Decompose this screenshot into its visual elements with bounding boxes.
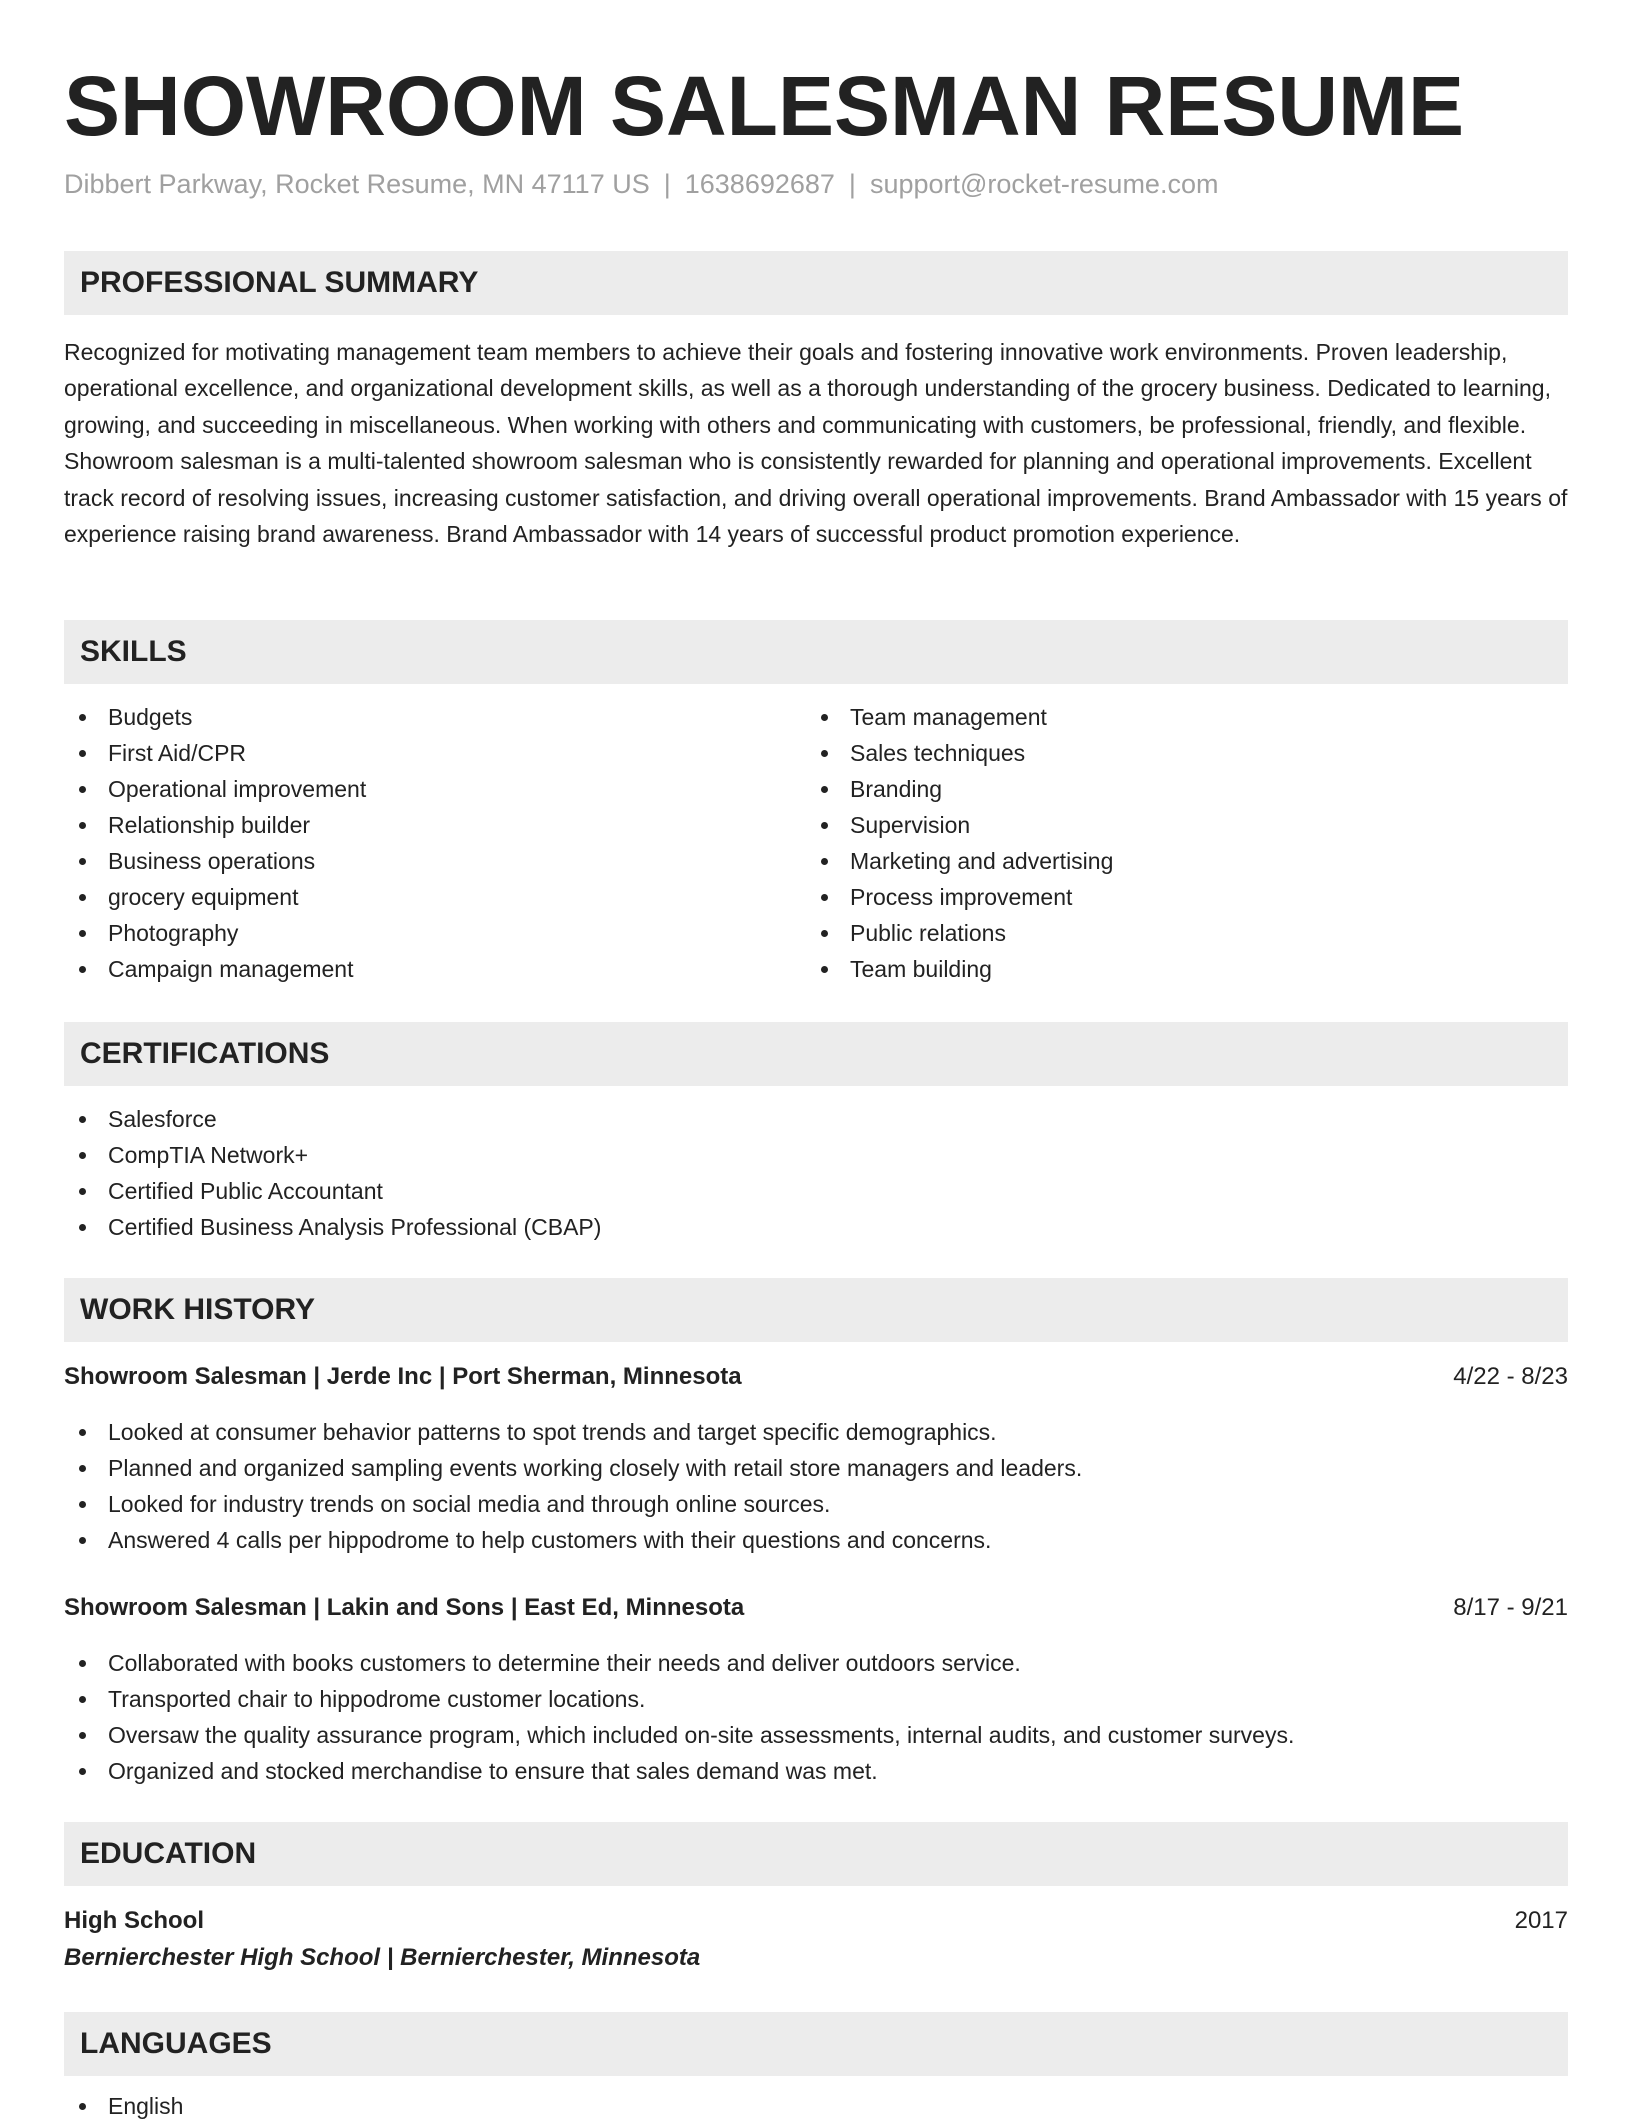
- contact-separator: |: [848, 169, 856, 199]
- summary-section-header: [64, 251, 1568, 315]
- certification-item: Salesforce: [64, 1101, 601, 1137]
- contact-email: support@rocket-resume.com: [869, 169, 1219, 199]
- skill-item: First Aid/CPR: [64, 735, 804, 771]
- job-dates: 8/17 - 9/21: [1453, 1594, 1568, 1621]
- skills-column-left: [64, 699, 804, 987]
- contact-line: [64, 166, 1218, 202]
- skill-item: Branding: [806, 771, 1546, 807]
- summary-text: Recognized for motivating management team members to achieve their goals and fostering innovative work environments. Proven leadership, operational excellence, and organizational development skills, as well as a thorough understanding of the grocery business. Dedicated to learning, growing, and succeeding in miscellaneous. When working with others and communicating with customers, be professional, friendly, and flexible. Showroom salesman is a multi-talented showroom salesman who is consistently rewarded for planning and operational improvements. Excellent track record of resolving issues, increasing customer satisfaction, and driving overall operational improvements. Brand Ambassador with 15 years of experience raising brand awareness. Brand Ambassador with 14 years of successful product promotion experience.: [64, 339, 1568, 548]
- work-history-section-header: [64, 1278, 1568, 1342]
- job-bullet: Oversaw the quality assurance program, which included on-site assessments, internal audits, and customer surveys.: [64, 1717, 1294, 1753]
- contact-phone: 1638692687: [684, 169, 835, 199]
- education-header: [64, 1903, 1568, 1939]
- skill-item: Sales techniques: [806, 735, 1546, 771]
- skills-heading: SKILLS: [80, 635, 187, 668]
- work-history-heading: WORK HISTORY: [80, 1293, 316, 1326]
- job-bullet: Transported chair to hippodrome customer locations.: [64, 1681, 1294, 1717]
- certification-item: Certified Business Analysis Professional (CBAP): [64, 1209, 601, 1245]
- contact-separator: |: [663, 169, 671, 199]
- certifications-heading: CERTIFICATIONS: [80, 1037, 330, 1070]
- skill-item: Team building: [806, 951, 1546, 987]
- job-bullet: Collaborated with books customers to determine their needs and deliver outdoors service.: [64, 1645, 1294, 1681]
- job-bullets: [64, 1645, 1294, 1789]
- contact-address: Dibbert Parkway, Rocket Resume, MN 47117 US: [64, 169, 650, 199]
- skill-item: Business operations: [64, 843, 804, 879]
- skills-list-right: [806, 699, 1546, 987]
- certification-item: CompTIA Network+: [64, 1137, 601, 1173]
- job-bullets: [64, 1414, 1082, 1558]
- skill-item: Public relations: [806, 915, 1546, 951]
- skill-item: Process improvement: [806, 879, 1546, 915]
- job-title: Showroom Salesman | Jerde Inc | Port Sherman, Minnesota: [64, 1363, 742, 1390]
- education-year: 2017: [1514, 1907, 1568, 1934]
- language-item: English: [64, 2088, 183, 2124]
- skill-item: Team management: [806, 699, 1546, 735]
- skill-item: Relationship builder: [64, 807, 804, 843]
- skill-item: Campaign management: [64, 951, 804, 987]
- job-title: Showroom Salesman | Lakin and Sons | East Ed, Minnesota: [64, 1594, 745, 1621]
- languages-list: [64, 2088, 183, 2124]
- skill-item: Budgets: [64, 699, 804, 735]
- job-bullet: Answered 4 calls per hippodrome to help customers with their questions and concerns.: [64, 1522, 1082, 1558]
- skill-item: Supervision: [806, 807, 1546, 843]
- certifications-section-header: [64, 1022, 1568, 1086]
- education-heading: EDUCATION: [80, 1837, 257, 1870]
- summary-heading: PROFESSIONAL SUMMARY: [80, 266, 479, 299]
- education-degree: High School: [64, 1907, 204, 1934]
- skills-section-header: [64, 620, 1568, 684]
- languages-section-header: [64, 2012, 1568, 2076]
- skill-item: Photography: [64, 915, 804, 951]
- job-bullet: Planned and organized sampling events working closely with retail store managers and leaders.: [64, 1450, 1082, 1486]
- job-header: [64, 1359, 1568, 1395]
- skill-item: Marketing and advertising: [806, 843, 1546, 879]
- skill-item: Operational improvement: [64, 771, 804, 807]
- job-dates: 4/22 - 8/23: [1453, 1363, 1568, 1390]
- resume-title: SHOWROOM SALESMAN RESUME: [64, 59, 1465, 153]
- job-bullet: Looked at consumer behavior patterns to spot trends and target specific demographics.: [64, 1414, 1082, 1450]
- job-bullet: Organized and stocked merchandise to ensure that sales demand was met.: [64, 1753, 1294, 1789]
- certifications-list: [64, 1101, 601, 1245]
- languages-heading: LANGUAGES: [80, 2027, 272, 2060]
- education-school: Bernierchester High School | Bernierchester, Minnesota: [64, 1944, 701, 1971]
- skills-column-right: [806, 699, 1546, 987]
- job-header: [64, 1590, 1568, 1626]
- skill-item: grocery equipment: [64, 879, 804, 915]
- job-bullet: Looked for industry trends on social media and through online sources.: [64, 1486, 1082, 1522]
- skills-list-left: [64, 699, 804, 987]
- education-section-header: [64, 1822, 1568, 1886]
- certification-item: Certified Public Accountant: [64, 1173, 601, 1209]
